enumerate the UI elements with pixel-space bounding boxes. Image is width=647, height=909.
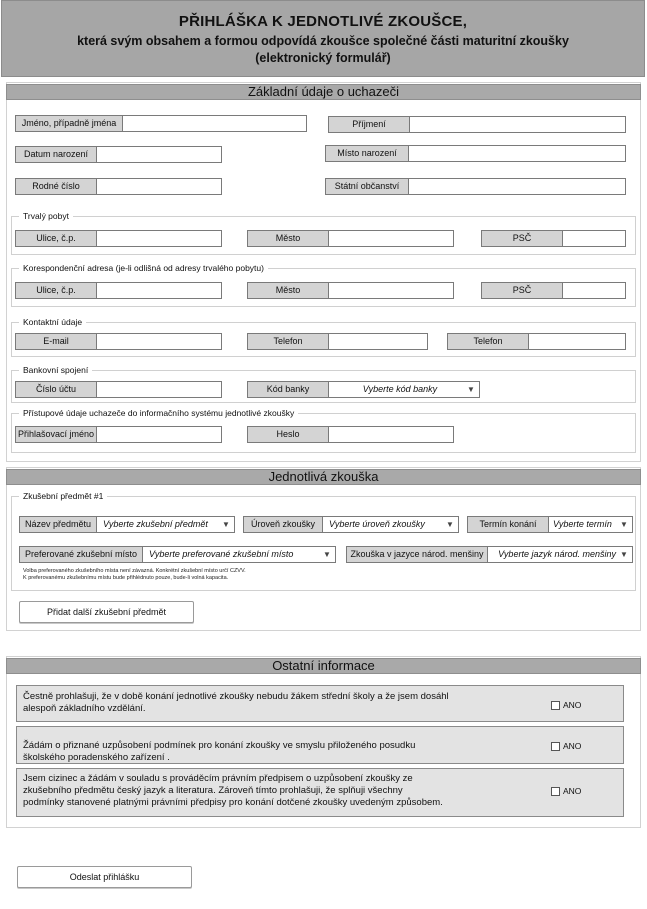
email-input[interactable] — [97, 333, 222, 350]
first-name-label: Jméno, případně jména — [15, 115, 123, 132]
residence-city-label: Město — [247, 230, 329, 247]
chevron-down-icon: ▼ — [465, 384, 477, 395]
phone-1-field — [247, 333, 428, 350]
checkbox-icon — [551, 701, 560, 710]
residence-legend: Trvalý pobyt — [19, 211, 73, 222]
minority-language-field — [346, 546, 633, 563]
declaration-1-checkbox-label: ANO — [563, 700, 582, 710]
declaration-box-1 — [16, 685, 624, 722]
account-number-input[interactable] — [97, 381, 222, 398]
declaration-2-checkbox-label: ANO — [563, 741, 582, 751]
birth-number-input[interactable] — [97, 178, 222, 195]
residence-zip-field — [481, 230, 626, 247]
minority-language-select-value: Vyberte jazyk národ. menšiny — [498, 549, 616, 559]
bank-code-select[interactable] — [329, 381, 480, 398]
correspondence-street-label: Ulice, č.p. — [15, 282, 97, 299]
exam-place-select[interactable] — [143, 546, 336, 563]
account-number-field — [15, 381, 222, 398]
correspondence-zip-field — [481, 282, 626, 299]
last-name-field — [328, 116, 626, 133]
checkbox-icon — [551, 742, 560, 751]
declaration-2-checkbox[interactable] — [551, 741, 581, 751]
subject-legend: Zkušební předmět #1 — [19, 491, 107, 502]
subject-name-select[interactable] — [97, 516, 235, 533]
last-name-label: Příjmení — [328, 116, 410, 133]
chevron-down-icon: ▼ — [321, 549, 333, 560]
declaration-2-line-1: Žádám o přiznané uzpůsobení podmínek pro konání zkoušky ve smyslu přiloženého posudku — [23, 740, 416, 751]
access-legend: Přístupové údaje uchazeče do informačního systému jednotlivé zkoušky — [19, 408, 298, 419]
correspondence-city-input[interactable] — [329, 282, 454, 299]
phone-2-label: Telefon — [447, 333, 529, 350]
declaration-3-line-3: podmínky stanovené platnými právními předpisy pro konání dotčené zkoušky uvedeným způsobem. — [23, 797, 443, 808]
declaration-3-line-2: zkušebního předmětu český jazyk a literatura. Zároveň tímto prohlašuji, že splňuji všechny — [23, 785, 403, 796]
login-label: Přihlašovací jméno — [15, 426, 97, 443]
email-field — [15, 333, 222, 350]
correspondence-legend: Korespondenční adresa (je-li odlišná od adresy trvalého pobytu) — [19, 263, 268, 274]
exam-place-field — [19, 546, 336, 563]
bank-legend: Bankovní spojení — [19, 365, 92, 376]
correspondence-zip-input[interactable] — [563, 282, 626, 299]
citizenship-field — [325, 178, 626, 195]
birth-number-label: Rodné číslo — [15, 178, 97, 195]
chevron-down-icon: ▼ — [220, 519, 232, 530]
term-label: Termín konání — [467, 516, 549, 533]
first-name-field — [15, 115, 307, 132]
level-label: Úroveň zkoušky — [243, 516, 323, 533]
birth-number-field — [15, 178, 222, 195]
contact-legend: Kontaktní údaje — [19, 317, 86, 328]
residence-street-input[interactable] — [97, 230, 222, 247]
correspondence-zip-label: PSČ — [481, 282, 563, 299]
chevron-down-icon: ▼ — [618, 519, 630, 530]
birth-place-field — [325, 145, 626, 162]
declaration-box-3 — [16, 768, 624, 817]
term-field — [467, 516, 633, 533]
term-select-value: Vyberte termín — [553, 519, 612, 529]
citizenship-input[interactable] — [409, 178, 626, 195]
email-label: E-mail — [15, 333, 97, 350]
phone-2-field — [447, 333, 626, 350]
minority-language-label: Zkouška v jazyce národ. menšiny — [346, 546, 488, 563]
other-info-section-title: Ostatní informace — [6, 658, 641, 674]
login-field — [15, 426, 222, 443]
add-subject-button[interactable]: Přidat další zkušební předmět — [19, 601, 194, 623]
birth-place-input[interactable] — [409, 145, 626, 162]
declaration-1-checkbox[interactable] — [551, 700, 581, 710]
bank-code-field — [247, 381, 480, 398]
first-name-input[interactable] — [123, 115, 307, 132]
level-select-value: Vyberte úroveň zkoušky — [329, 519, 425, 529]
birth-place-label: Místo narození — [325, 145, 409, 162]
correspondence-city-label: Město — [247, 282, 329, 299]
birth-date-field — [15, 146, 222, 163]
declaration-3-line-1: Jsem cizinec a žádám v souladu s prováděcím právním předpisem o uzpůsobení zkoušky ze — [23, 773, 413, 784]
subject-name-field — [19, 516, 235, 533]
submit-button[interactable]: Odeslat přihlášku — [17, 866, 192, 888]
residence-street-field — [15, 230, 222, 247]
minority-language-select[interactable] — [488, 546, 633, 563]
phone-2-input[interactable] — [529, 333, 626, 350]
declaration-1-line-2: alespoň základního vzdělání. — [23, 703, 146, 714]
last-name-input[interactable] — [410, 116, 626, 133]
birth-date-input[interactable] — [97, 146, 222, 163]
correspondence-city-field — [247, 282, 454, 299]
residence-city-input[interactable] — [329, 230, 454, 247]
exam-place-select-value: Vyberte preferované zkušební místo — [149, 549, 294, 559]
account-number-label: Číslo účtu — [15, 381, 97, 398]
password-field — [247, 426, 454, 443]
residence-city-field — [247, 230, 454, 247]
level-select[interactable] — [323, 516, 459, 533]
level-field — [243, 516, 459, 533]
residence-zip-input[interactable] — [563, 230, 626, 247]
residence-street-label: Ulice, č.p. — [15, 230, 97, 247]
declaration-3-checkbox-label: ANO — [563, 786, 582, 796]
exam-section-title: Jednotlivá zkouška — [6, 469, 641, 485]
form-header — [1, 0, 645, 77]
chevron-down-icon: ▼ — [444, 519, 456, 530]
exam-place-label: Preferované zkušební místo — [19, 546, 143, 563]
exam-place-note-1: Volba preferovaného zkušebního místa není závazná. Konkrétní zkušební místo určí CZVV. — [23, 568, 246, 574]
subject-name-select-value: Vyberte zkušební předmět — [103, 519, 208, 529]
birth-date-label: Datum narození — [15, 146, 97, 163]
form-subtitle-2: (elektronický formulář) — [255, 51, 391, 65]
chevron-down-icon: ▼ — [618, 549, 630, 560]
declaration-1-line-1: Čestně prohlašuji, že v době konání jednotlivé zkoušky nebudu žákem střední školy a že jsem dosáhl — [23, 691, 449, 702]
bank-code-select-value: Vyberte kód banky — [362, 384, 438, 394]
correspondence-street-field — [15, 282, 222, 299]
phone-1-label: Telefon — [247, 333, 329, 350]
exam-place-note-2: K preferovanému zkušebnímu místu bude přihlédnuto pouze, bude-li volná kapacita. — [23, 575, 229, 581]
declaration-3-checkbox[interactable] — [551, 786, 581, 796]
password-label: Heslo — [247, 426, 329, 443]
subject-name-label: Název předmětu — [19, 516, 97, 533]
residence-zip-label: PSČ — [481, 230, 563, 247]
correspondence-street-input[interactable] — [97, 282, 222, 299]
basic-info-section-title: Základní údaje o uchazeči — [6, 84, 641, 100]
form-subtitle: která svým obsahem a formou odpovídá zkoušce společné části maturitní zkoušky — [77, 34, 569, 48]
checkbox-icon — [551, 787, 560, 796]
phone-1-input[interactable] — [329, 333, 428, 350]
login-input[interactable] — [97, 426, 222, 443]
term-select[interactable] — [549, 516, 633, 533]
declaration-2-line-2: školského poradenského zařízení . — [23, 752, 170, 763]
bank-code-label: Kód banky — [247, 381, 329, 398]
declaration-box-2 — [16, 726, 624, 764]
citizenship-label: Státní občanství — [325, 178, 409, 195]
password-input[interactable] — [329, 426, 454, 443]
form-title: PŘIHLÁŠKA K JEDNOTLIVÉ ZKOUŠCE, — [178, 13, 468, 30]
